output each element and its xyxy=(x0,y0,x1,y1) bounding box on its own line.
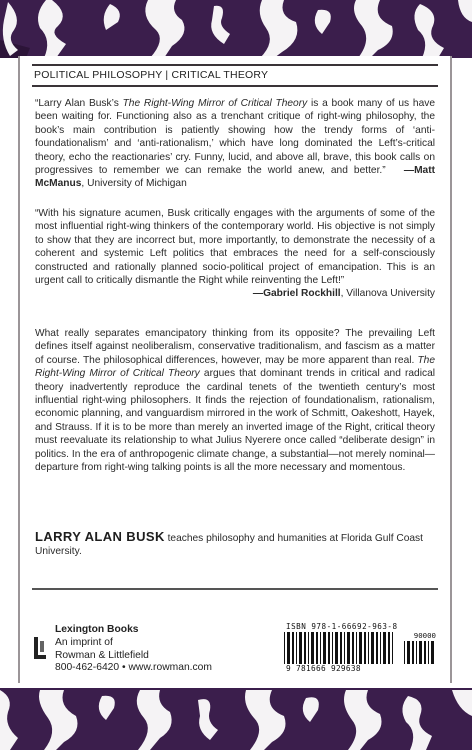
barcode-bar xyxy=(392,632,393,664)
barcode-bar xyxy=(380,632,381,664)
publisher-info xyxy=(55,624,212,675)
barcode-bar xyxy=(416,641,417,664)
bottom-rule xyxy=(32,588,438,590)
barcode-bar xyxy=(311,632,314,664)
barcode-main-bars xyxy=(284,632,396,664)
barcode-bar xyxy=(412,641,414,664)
endorser-name: —Gabriel Rockhill xyxy=(252,288,341,300)
barcode-bar xyxy=(328,632,330,664)
barcode-bar xyxy=(287,632,290,664)
barcode-bar xyxy=(284,632,285,664)
barcode-bar xyxy=(419,641,422,664)
barcode-bar xyxy=(340,632,342,664)
top-rule xyxy=(32,64,438,66)
back-cover-text-panel xyxy=(18,56,452,683)
endorser-affiliation: , University of Michigan xyxy=(81,178,187,190)
barcode-bar xyxy=(376,632,378,664)
barcode-bar xyxy=(364,632,366,664)
price-code: 90000 xyxy=(413,631,436,640)
barcode-bar xyxy=(320,632,321,664)
endorsement-1: “Larry Alan Busk’s The Right-Wing Mirror of Critical Theory is a book many of us have been waiting for. Functioning also as a trenchant critique of right-wing philosophy, the book’s main contribution is patiently showing how the trendy forms of ‘anti-foundationalism’ and ‘anti-rationalism,’ which have long dominated the Left’s-critical theory, echo the reactionaries’ cry. Funny, lucid, and above all, brave, this book calls on progressives to remember we can remake the world anew, and better.” —Matt McManus, University of Michigan xyxy=(35,98,435,190)
barcode-bar xyxy=(292,632,294,664)
barcode-digits: 9 781666 929638 xyxy=(286,664,361,673)
category-label: POLITICAL PHILOSOPHY | CRITICAL THEORY xyxy=(34,69,269,81)
book-title: The Right-Wing Mirror of Critical Theory xyxy=(122,98,308,109)
barcode-bar xyxy=(428,641,429,664)
barcode-bar xyxy=(431,641,434,664)
barcode-bar xyxy=(299,632,302,664)
imprint-line: An imprint of xyxy=(55,636,113,648)
barcode-bar xyxy=(335,632,338,664)
book-description: What really separates emancipatory thinking from its opposite? The prevailing Left defines itself against neoliberalism, conservative traditionalism, and fascism as a matter of course. The philosophical differences, however, may be more apparent than real. The Right-Wing Mirror of Critical Theory argues that dominant trends in critical and radical theory inadvertently reproduce the cardinal tenets of the twentieth century’s most influential right-wing philosophers. It finds the rejection of foundationalism, rationalism, economic planning, and vanguardism mirrored in the work of Schmitt, Oakeshott, Hayek, and Strauss. If it is to be more than merely an inverted image of the Right, critical theory must reevaluate its relationship to what Julius Nyerere once called “deliberate design” in politics. In the era of anthropogenic climate change, a substantial—not merely nominal—departure from right-wing talking points is all the more necessary and momentous. xyxy=(35,328,436,474)
barcode-bar xyxy=(296,632,297,664)
author-name: LARRY ALAN BUSK xyxy=(35,529,165,544)
barcode-bar xyxy=(356,632,357,664)
barcode-addon-bars xyxy=(404,641,436,664)
imprint-parent: Rowman & Littlefield xyxy=(55,649,149,661)
barcode-bar xyxy=(359,632,362,664)
publisher-name: Lexington Books xyxy=(55,624,139,635)
barcode-bar xyxy=(352,632,354,664)
barcode-bar xyxy=(383,632,386,664)
barcode-bar xyxy=(388,632,390,664)
barcode-bar xyxy=(332,632,333,664)
barcode-bar xyxy=(424,641,426,664)
author-bio: LARRY ALAN BUSK teaches philosophy and humanities at Florida Gulf Coast University. xyxy=(35,529,423,558)
endorser-affiliation: , Villanova University xyxy=(340,288,435,300)
publisher-logo-icon xyxy=(34,637,46,659)
category-rule xyxy=(32,85,438,87)
barcode-bar xyxy=(347,632,350,664)
barcode-bar xyxy=(368,632,369,664)
barcode-bar xyxy=(344,632,345,664)
endorser-name: —Matt McManus xyxy=(35,165,435,190)
book-title: The Right-Wing Mirror of Critical Theory xyxy=(35,354,435,380)
endorser-2-line xyxy=(35,287,435,300)
publisher-contact: 800-462-6420 • www.rowman.com xyxy=(55,662,212,674)
isbn-barcode xyxy=(282,622,440,674)
barcode-bar xyxy=(371,632,374,664)
barcode-bar xyxy=(316,632,318,664)
barcode-bar xyxy=(308,632,309,664)
endorsement-2: “With his signature acumen, Busk critically engages with the arguments of some of the most influential right-wing thinkers of the contemporary world. His objective is not simply to show that they are incorrect but, more importantly, to demonstrate the necessity of a coherent and systemic Left politics that embraces the need for a self-consciously constructed and rationally planned socio-political project of emancipation. This is an urgent call to critically dismantle the Right while reinventing the Left!” —Gabriel Rockhill, Villanova University xyxy=(35,208,435,300)
barcode-bar xyxy=(323,632,326,664)
barcode-bar xyxy=(407,641,410,664)
publisher-block xyxy=(34,624,212,675)
isbn-label: ISBN 978-1-66692-963-8 xyxy=(286,622,398,631)
barcode-bar xyxy=(404,641,405,664)
barcode-bar xyxy=(304,632,306,664)
